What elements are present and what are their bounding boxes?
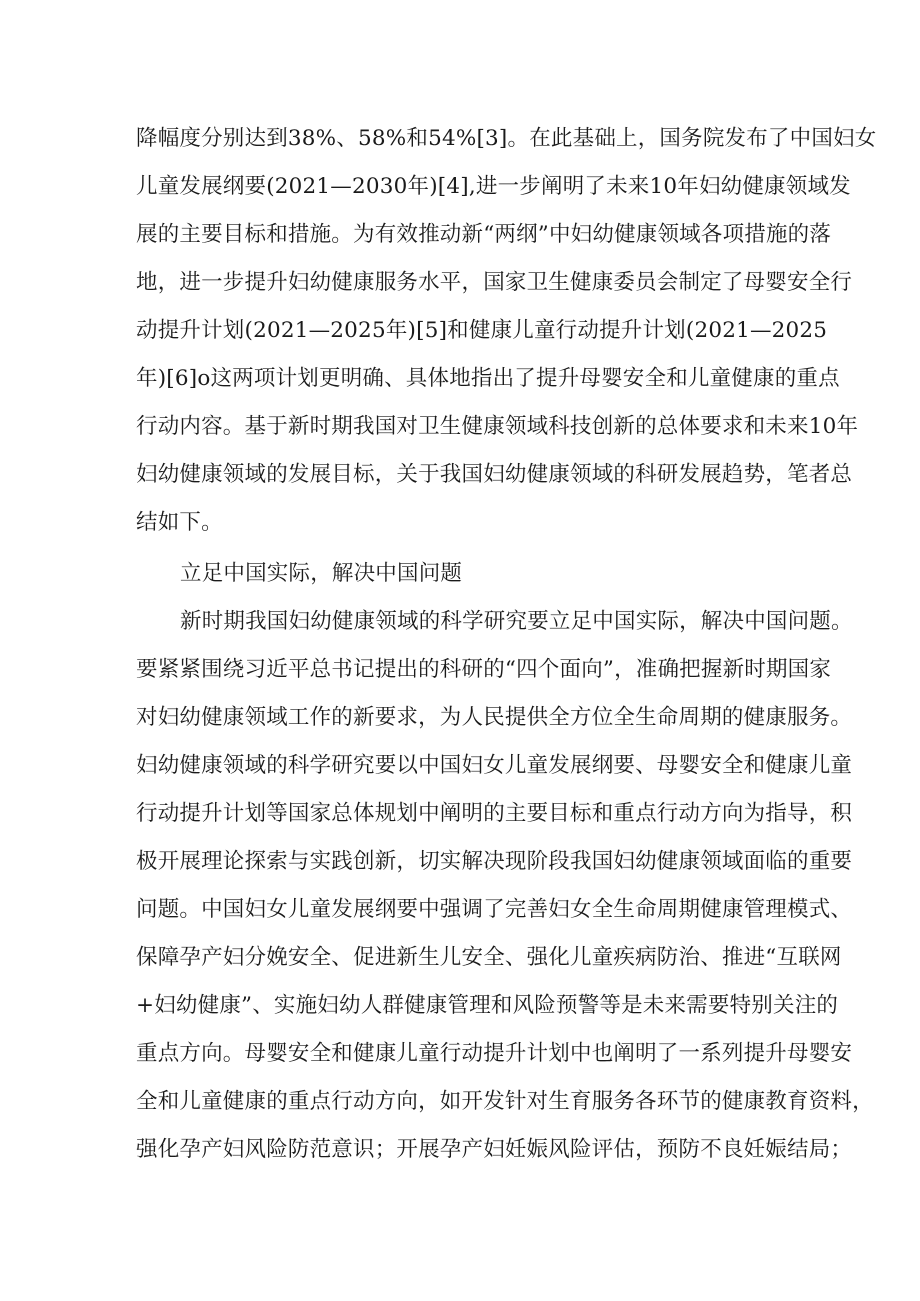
paragraph-2-line-2: 要紧紧围绕习近平总书记提出的科研的“四个面向”，准确把握新时期国家 bbox=[136, 657, 832, 682]
paragraph-1-line-3: 展的主要目标和措施。为有效推动新“两纲”中妇幼健康领域各项措施的落 bbox=[136, 222, 832, 247]
paragraph-2-line-1: 新时期我国妇幼健康领域的科学研究要立足中国实际，解决中国问题。 bbox=[180, 609, 853, 634]
paragraph-2-line-9: +妇幼健康”、实施妇幼人群健康管理和风险预警等是未来需要特别关注的 bbox=[136, 993, 839, 1018]
paragraph-1-line-6: 年)[6]o这两项计划更明确、具体地指出了提升母婴安全和儿童健康的重点 bbox=[136, 366, 840, 391]
paragraph-1-line-7: 行动内容。基于新时期我国对卫生健康领域科技创新的总体要求和未来10年 bbox=[136, 414, 859, 439]
paragraph-1-line-1: 降幅度分别达到38%、58%和54%[3]。在此基础上，国务院发布了中国妇女 bbox=[136, 126, 877, 151]
paragraph-1-line-5: 动提升计划(2021—2025年)[5]和健康儿童行动提升计划(2021—2025 bbox=[136, 318, 828, 343]
paragraph-1-line-8: 妇幼健康领域的发展目标，关于我国妇幼健康领域的科研发展趋势，笔者总 bbox=[136, 462, 853, 487]
paragraph-1-line-4: 地，进一步提升妇幼健康服务水平，国家卫生健康委员会制定了母婴安全行 bbox=[136, 270, 853, 295]
paragraph-2-line-4: 妇幼健康领域的科学研究要以中国妇女儿童发展纲要、母婴安全和健康儿童 bbox=[136, 753, 853, 778]
paragraph-2-line-5: 行动提升计划等国家总体规划中阐明的主要目标和重点行动方向为指导，积 bbox=[136, 801, 853, 826]
paragraph-2-line-7: 问题。中国妇女儿童发展纲要中强调了完善妇女全生命周期健康管理模式、 bbox=[136, 897, 853, 922]
paragraph-2-line-11: 全和儿童健康的重点行动方向，如开发针对生育服务各环节的健康教育资料， bbox=[136, 1089, 874, 1114]
paragraph-1-line-2: 儿童发展纲要(2021—2030年)[4],进一步阐明了未来10年妇幼健康领域发 bbox=[136, 174, 851, 199]
paragraph-1-line-9: 结如下。 bbox=[136, 510, 223, 535]
section-heading: 立足中国实际，解决中国问题 bbox=[180, 561, 463, 586]
paragraph-2-line-6: 极开展理论探索与实践创新，切实解决现阶段我国妇幼健康领域面临的重要 bbox=[136, 849, 853, 874]
paragraph-2-line-12: 强化孕产妇风险防范意识；开展孕产妇妊娠风险评估，预防不良妊娠结局； bbox=[136, 1137, 853, 1162]
paragraph-2-line-10: 重点方向。母婴安全和健康儿童行动提升计划中也阐明了一系列提升母婴安 bbox=[136, 1041, 853, 1066]
paragraph-2-line-8: 保障孕产妇分娩安全、促进新生儿安全、强化儿童疾病防治、推进“互联网 bbox=[136, 945, 842, 970]
paragraph-2-line-3: 对妇幼健康领域工作的新要求，为人民提供全方位全生命周期的健康服务。 bbox=[136, 705, 853, 730]
